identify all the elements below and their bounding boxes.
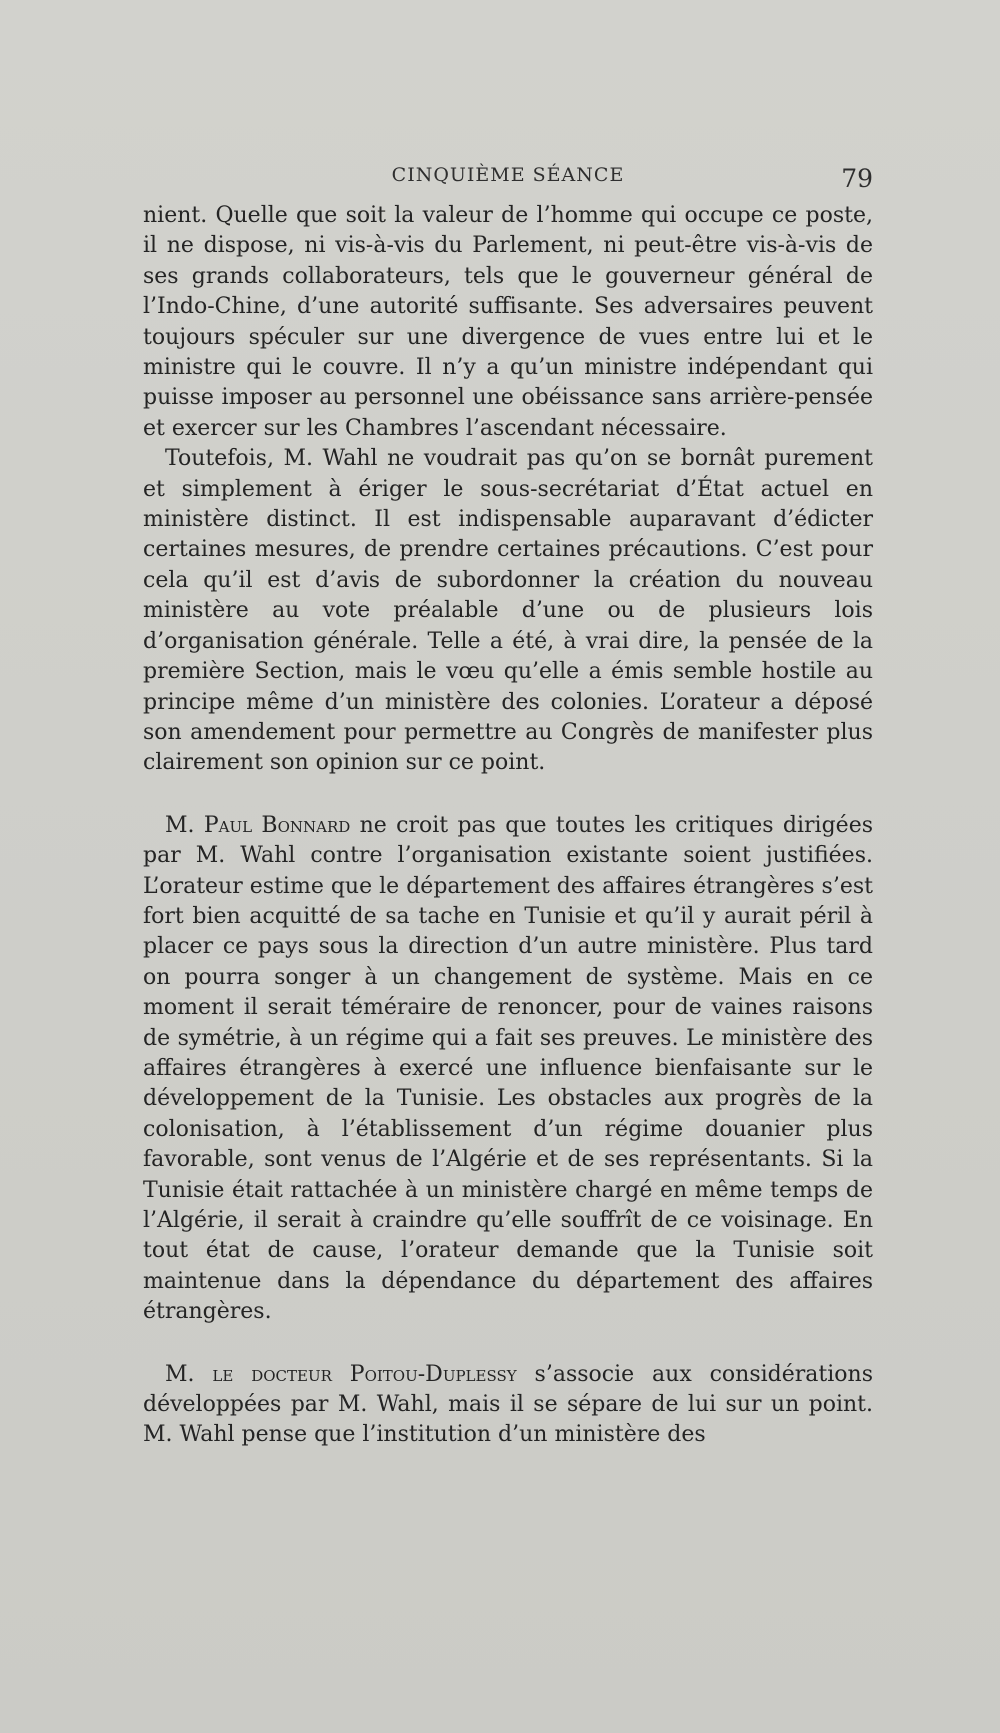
paragraph-4-text: s’associe aux considérations développées par M. Wahl, mais il se sépare de lui sur un point. M. Wahl pense que l’institution d’un ministère des [143, 1361, 873, 1448]
paragraph-gap [143, 1328, 873, 1360]
paragraph-1: nient. Quelle que soit la valeur de l’homme qui occupe ce poste, il ne dispose, ni vis-à-vis du Parlement, ni peut-être vis-à-vis de ses grands collaborateurs, tels que le gouverneur général de l’Indo-Chine, d’une autorité suffisante. Ses adversaires peuvent toujours spéculer sur une divergence de vues entre lui et le ministre qui le couvre. Il n’y a qu’un ministre indépendant qui puisse imposer au personnel une obéissance sans arrière-pensée et exercer sur les Chambres l’ascendant nécessaire. [143, 203, 873, 441]
page-number: 79 [841, 164, 873, 193]
paragraph-3-text: ne croit pas que toutes les critiques dirigées par M. Wahl contre l’organisation existante soient justifiées. L’orateur estime que le département des affaires étrangères s’est fort bien acquitté de sa tache en Tunisie et qu’il y aurait péril à placer ce pays sous la direction d’un autre ministère. Plus tard on pourra songer à un changement de système. Mais en ce moment il serait téméraire de renoncer, pour de vaines raisons de symétrie, à un régime qui a fait ses preuves. Le ministère des affaires étrangères à exercé une influence bienfaisante sur le développement de la Tunisie. Les obstacles aux progrès de la colonisation, à l’établissement d’un régime douanier plus favorable, sont venus de l’Algérie et de ses représentants. Si la Tunisie était rattachée à un ministère chargé en même temps de l’Algérie, il serait à craindre qu’elle souffrît de ce voisinage. En tout état de cause, l’orateur demande que la Tunisie soit maintenue dans la dépendance du département des affaires étrangères. [143, 812, 874, 1325]
running-header [143, 164, 873, 200]
body-text [143, 201, 873, 1451]
paragraph-2: Toutefois, M. Wahl ne voudrait pas qu’on se bornât purement et simplement à ériger le sous-secrétariat d’État actuel en ministère distinct. Il est indispensable auparavant d’édicter certaines mesures, de prendre certaines précautions. C’est pour cela qu’il est d’avis de subordonner la création du nouveau ministère au vote préalable d’une ou de plusieurs lois d’organisation générale. Telle a été, à vrai dire, la pensée de la première Section, mais le vœu qu’elle a émis semble hostile au principe même d’un ministère des colonies. L’orateur a déposé son amendement pour permettre au Congrès de manifester plus clairement son opinion sur ce point. [143, 446, 873, 776]
paragraph-4 [143, 1360, 873, 1451]
running-title: CINQUIÈME SÉANCE [391, 164, 625, 186]
paragraph-3 [143, 811, 873, 1328]
speaker-name: M. le docteur Poitou-Duplessy [165, 1361, 517, 1387]
speaker-name: M. Paul Bonnard [165, 812, 351, 838]
paragraph-gap [143, 779, 873, 811]
